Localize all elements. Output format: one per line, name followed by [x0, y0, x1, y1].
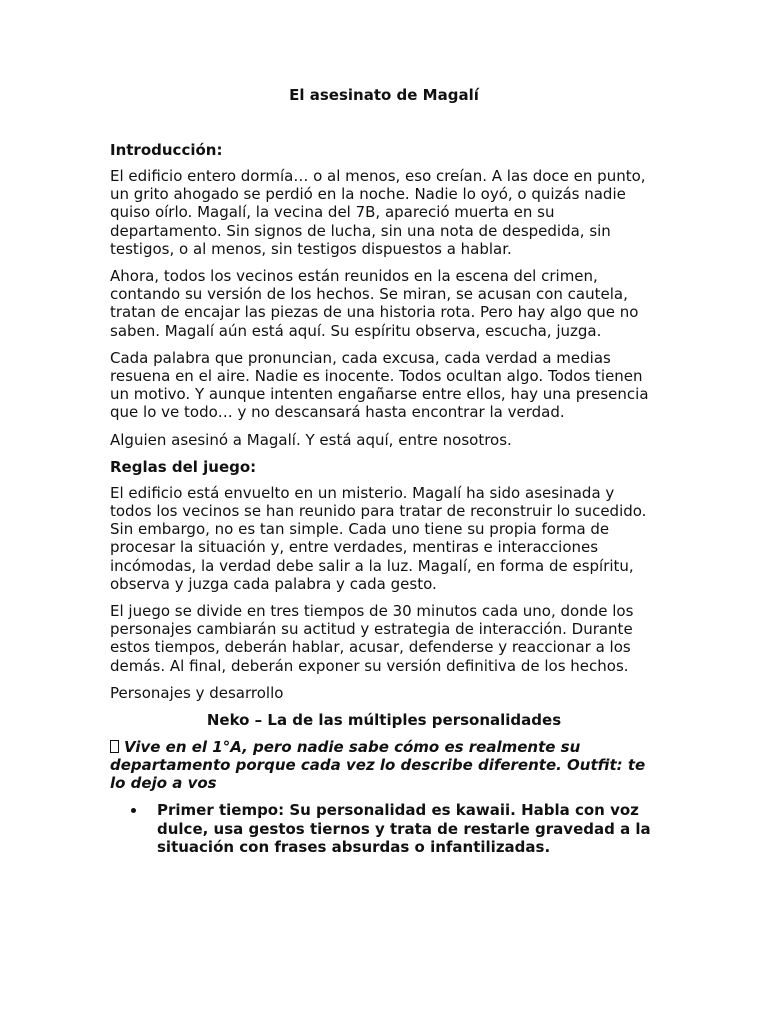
rules-heading: Reglas del juego: — [110, 457, 257, 476]
document-title: El asesinato de Magalí — [289, 86, 479, 104]
character-title: Neko – La de las múltiples personalidades — [206, 710, 562, 729]
intro-heading: Introducción: — [110, 141, 223, 159]
missing-glyph-icon — [110, 740, 119, 753]
intro-paragraph-3: Cada palabra que pronuncian, cada excusa, cada verdad a medias resuena en el aire. Nadie es inocente. Todos ocultan algo. Todos tienen un motivo. Y aunque intenten engañarse entre ellos, hay una presencia que lo ve todo… y no descansará hasta encontrar la verdad. — [110, 348, 649, 422]
list-item — [110, 801, 658, 857]
characters-label: Personajes y desarrollo — [110, 683, 284, 702]
intro-paragraph-2: Ahora, todos los vecinos están reunidos en la escena del crimen, contando su versión de los hechos. Se miran, se acusan con cautela, tratan de encajar las piezas de una historia rota. Pero hay algo que no saben. Magalí aún está aquí. Su espíritu observa, escucha, juzga. — [110, 267, 639, 340]
bullet-text: Primer tiempo: Su personalidad es kawaii. Habla con voz dulce, usa gestos tiernos y trata de restarle gravedad a la situación con frases absurdas o infantilizadas. — [157, 801, 651, 857]
intro-paragraph-4: Alguien asesinó a Magalí. Y está aquí, entre nosotros. — [110, 430, 512, 449]
document-body — [110, 141, 658, 857]
character-bullet-list — [110, 801, 658, 857]
rules-paragraph-1: El edificio está envuelto en un misterio. Magalí ha sido asesinada y todos los vecinos se han reunido para tratar de reconstruir lo sucedido. Sin embargo, no es tan simple. Cada uno tiene su propia forma de procesar la situación y, entre verdades, mentiras e interacciones incómodas, la verdad debe salir a la luz. Magalí, en forma de espíritu, observa y juzga cada palabra y cada gesto. — [110, 483, 647, 593]
bullet-dot-icon — [131, 808, 136, 813]
intro-paragraph-1: El edificio entero dormía… o al menos, eso creían. A las doce en punto, un grito ahogado se perdió en la noche. Nadie lo oyó, o quizás nadie quiso oírlo. Magalí, la vecina del 7B, apareció muerta en su departamento. Sin signos de lucha, sin una nota de despedida, sin testigos, o al menos, sin testigos dispuestos a hablar. — [110, 167, 646, 258]
character-description: Vive en el 1°A, pero nadie sabe cómo es realmente su departamento porque cada vez lo describe diferente. Outfit: te lo dejo a vos — [110, 737, 646, 793]
character-description-block — [110, 738, 658, 793]
rules-paragraph-2: El juego se divide en tres tiempos de 30 minutos cada uno, donde los personajes cambiarán su actitud y estrategia de interacción. Durante estos tiempos, deberán hablar, acusar, defenderse y reaccionar a los demás. Al final, deberán exponer su versión definitiva de los hechos. — [110, 602, 634, 675]
